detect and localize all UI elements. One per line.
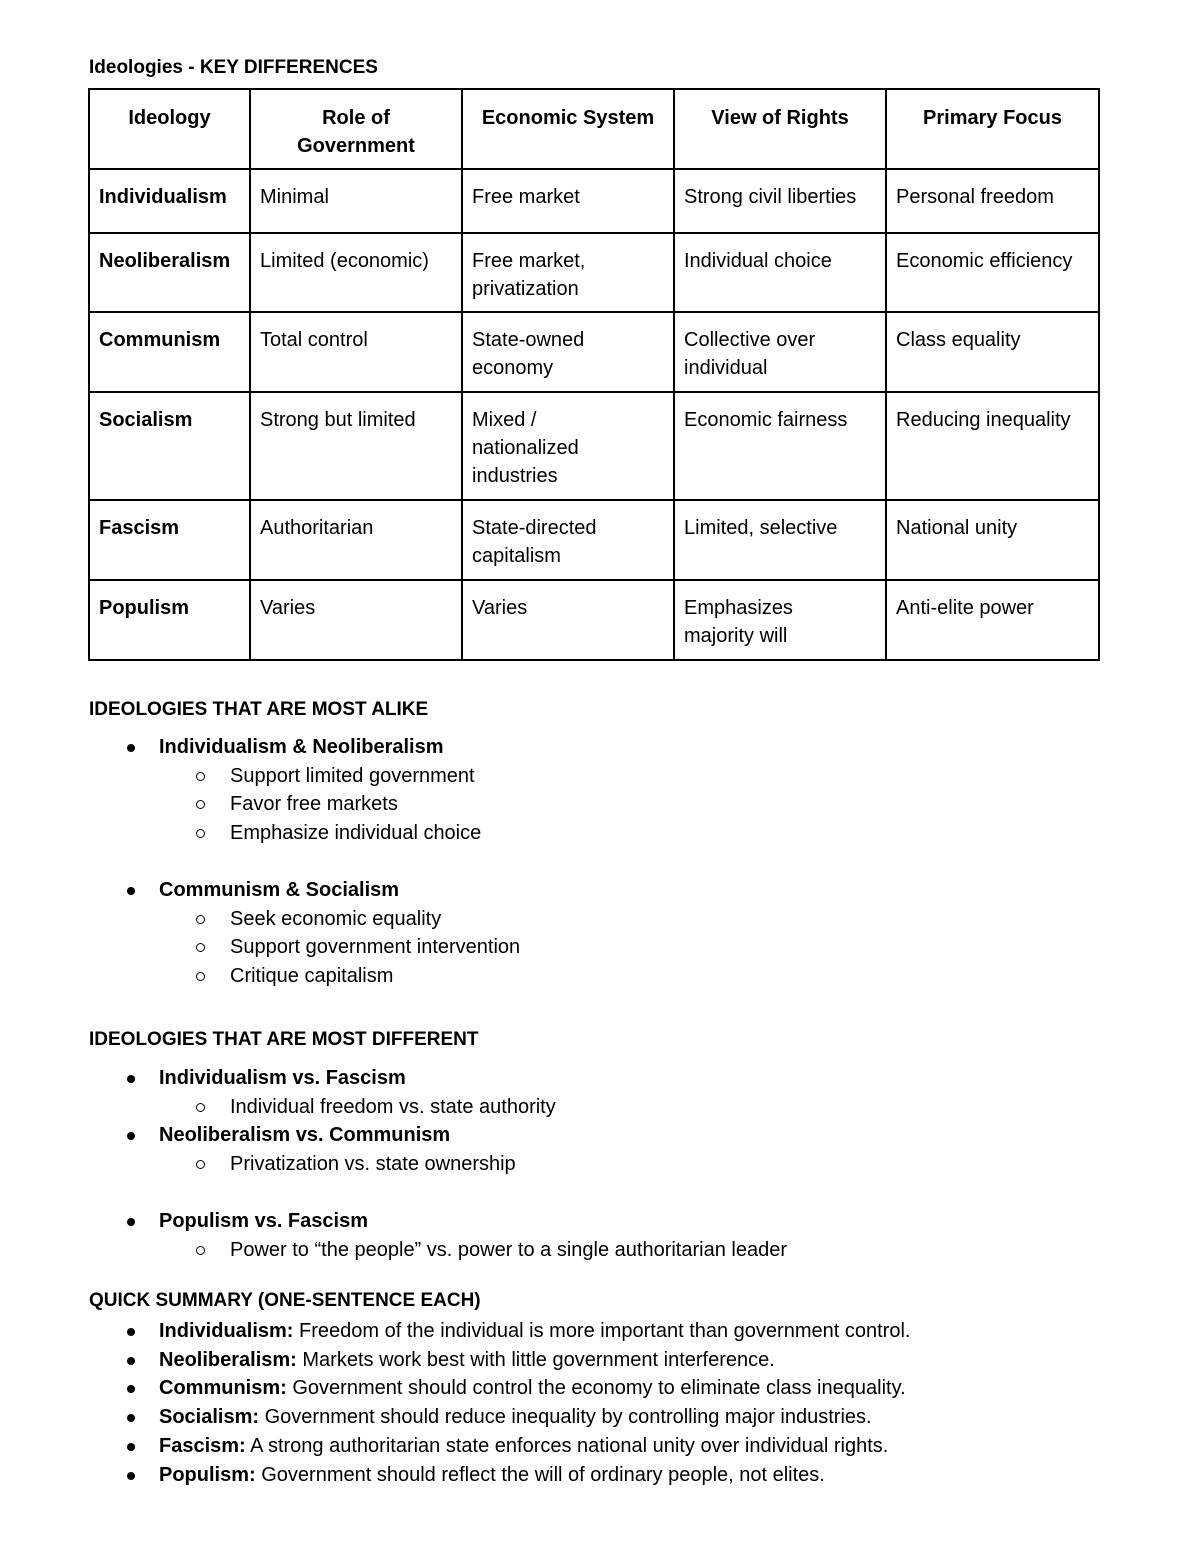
- list-item: [125, 1121, 787, 1206]
- table-cell: National unity: [886, 500, 1099, 580]
- summary-term: Individualism:: [159, 1320, 294, 1342]
- table-row: [89, 500, 1099, 580]
- summary-text: Government should reflect the will of ordinary people, not elites.: [255, 1463, 825, 1486]
- table-cell: Individual choice: [674, 233, 886, 312]
- sub-list-item: Critique capitalism: [193, 962, 520, 991]
- summary-text: A strong authoritarian state enforces national unity over individual rights.: [245, 1434, 889, 1457]
- summary-term: Communism:: [159, 1377, 287, 1400]
- header-cell: Ideology: [89, 89, 250, 169]
- table-cell: Free market, privatization: [462, 233, 674, 312]
- table-row: [89, 580, 1099, 660]
- summary-term: Neoliberalism:: [159, 1348, 297, 1371]
- ideology-table: [88, 88, 1100, 661]
- list-item: [125, 733, 520, 876]
- table-cell: Total control: [250, 312, 462, 392]
- list-item: [125, 1374, 910, 1403]
- page-title: Ideologies - KEY DIFFERENCES: [89, 57, 378, 78]
- group-label: Populism vs. Fascism: [159, 1209, 368, 1232]
- summary-heading: QUICK SUMMARY (ONE-SENTENCE EACH): [89, 1290, 481, 1311]
- summary-term: Socialism:: [159, 1406, 260, 1429]
- table-cell: Authoritarian: [250, 500, 462, 580]
- table-cell: Personal freedom: [886, 169, 1099, 233]
- summary-text: Markets work best with little government interference.: [296, 1348, 775, 1371]
- list-item: [125, 1317, 910, 1346]
- group-label: Individualism & Neoliberalism: [159, 736, 444, 758]
- summary-text: Government should control the economy to eliminate class inequality.: [286, 1377, 906, 1400]
- list-item: [125, 1346, 910, 1375]
- list-item: [125, 1461, 910, 1490]
- table-cell: Communism: [89, 312, 250, 392]
- table-cell: Anti-elite power: [886, 580, 1099, 660]
- summary-text: Government should reduce inequality by controlling major industries.: [259, 1406, 872, 1429]
- sub-list-item: Emphasize individual choice: [193, 819, 520, 848]
- table-cell: Socialism: [89, 392, 250, 500]
- table-cell: Fascism: [89, 500, 250, 580]
- table-cell: Varies: [462, 580, 674, 660]
- table-cell: Neoliberalism: [89, 233, 250, 312]
- different-heading: IDEOLOGIES THAT ARE MOST DIFFERENT: [89, 1029, 479, 1050]
- sub-list-item: Support limited government: [193, 762, 520, 791]
- table-row: [89, 392, 1099, 500]
- list-item: [125, 876, 520, 991]
- table-cell: Emphasizes majority will: [674, 580, 886, 660]
- list-item: [125, 1403, 910, 1432]
- table-cell: Economic fairness: [674, 392, 886, 500]
- table-cell: Strong civil liberties: [674, 169, 886, 233]
- table-cell: Free market: [462, 169, 674, 233]
- table-header-row: [89, 89, 1099, 169]
- table-cell: State-directed capitalism: [462, 500, 674, 580]
- summary-list: [125, 1317, 910, 1489]
- table-cell: Varies: [250, 580, 462, 660]
- header-cell: View of Rights: [674, 89, 886, 169]
- table-cell: Populism: [89, 580, 250, 660]
- group-label: Communism & Socialism: [159, 878, 400, 901]
- group-label: Neoliberalism vs. Communism: [159, 1124, 451, 1147]
- table-cell: Class equality: [886, 312, 1099, 392]
- sub-list-item: Support government intervention: [193, 933, 520, 962]
- sub-list-item: Individual freedom vs. state authority: [193, 1093, 787, 1122]
- list-item: [125, 1432, 910, 1461]
- table-row: [89, 312, 1099, 392]
- group-label: Individualism vs. Fascism: [159, 1067, 406, 1089]
- sub-list-item: Power to “the people” vs. power to a single authoritarian leader: [193, 1236, 787, 1265]
- table-cell: Strong but limited: [250, 392, 462, 500]
- sub-list-item: Favor free markets: [193, 790, 520, 819]
- list-item: [125, 1064, 787, 1121]
- table-cell: Limited, selective: [674, 500, 886, 580]
- summary-term: Fascism:: [159, 1434, 246, 1457]
- table-cell: Minimal: [250, 169, 462, 233]
- table-row: [89, 169, 1099, 233]
- table-cell: Reducing inequality: [886, 392, 1099, 500]
- table-cell: Individualism: [89, 169, 250, 233]
- table-cell: Mixed / nationalized industries: [462, 392, 674, 500]
- table-row: [89, 233, 1099, 312]
- alike-list: [125, 733, 520, 991]
- header-cell: Role of Government: [250, 89, 462, 169]
- sub-list-item: Privatization vs. state ownership: [193, 1150, 787, 1179]
- summary-text: Freedom of the individual is more important than government control.: [293, 1320, 911, 1342]
- list-item: [125, 1207, 787, 1264]
- table-cell: Limited (economic): [250, 233, 462, 312]
- header-cell: Economic System: [462, 89, 674, 169]
- summary-term: Populism:: [159, 1463, 256, 1486]
- alike-heading: IDEOLOGIES THAT ARE MOST ALIKE: [89, 699, 429, 720]
- table-cell: State-owned economy: [462, 312, 674, 392]
- header-cell: Primary Focus: [886, 89, 1099, 169]
- sub-list-item: Seek economic equality: [193, 905, 520, 934]
- table-cell: Economic efficiency: [886, 233, 1099, 312]
- table-cell: Collective over individual: [674, 312, 886, 392]
- different-list: [125, 1064, 787, 1264]
